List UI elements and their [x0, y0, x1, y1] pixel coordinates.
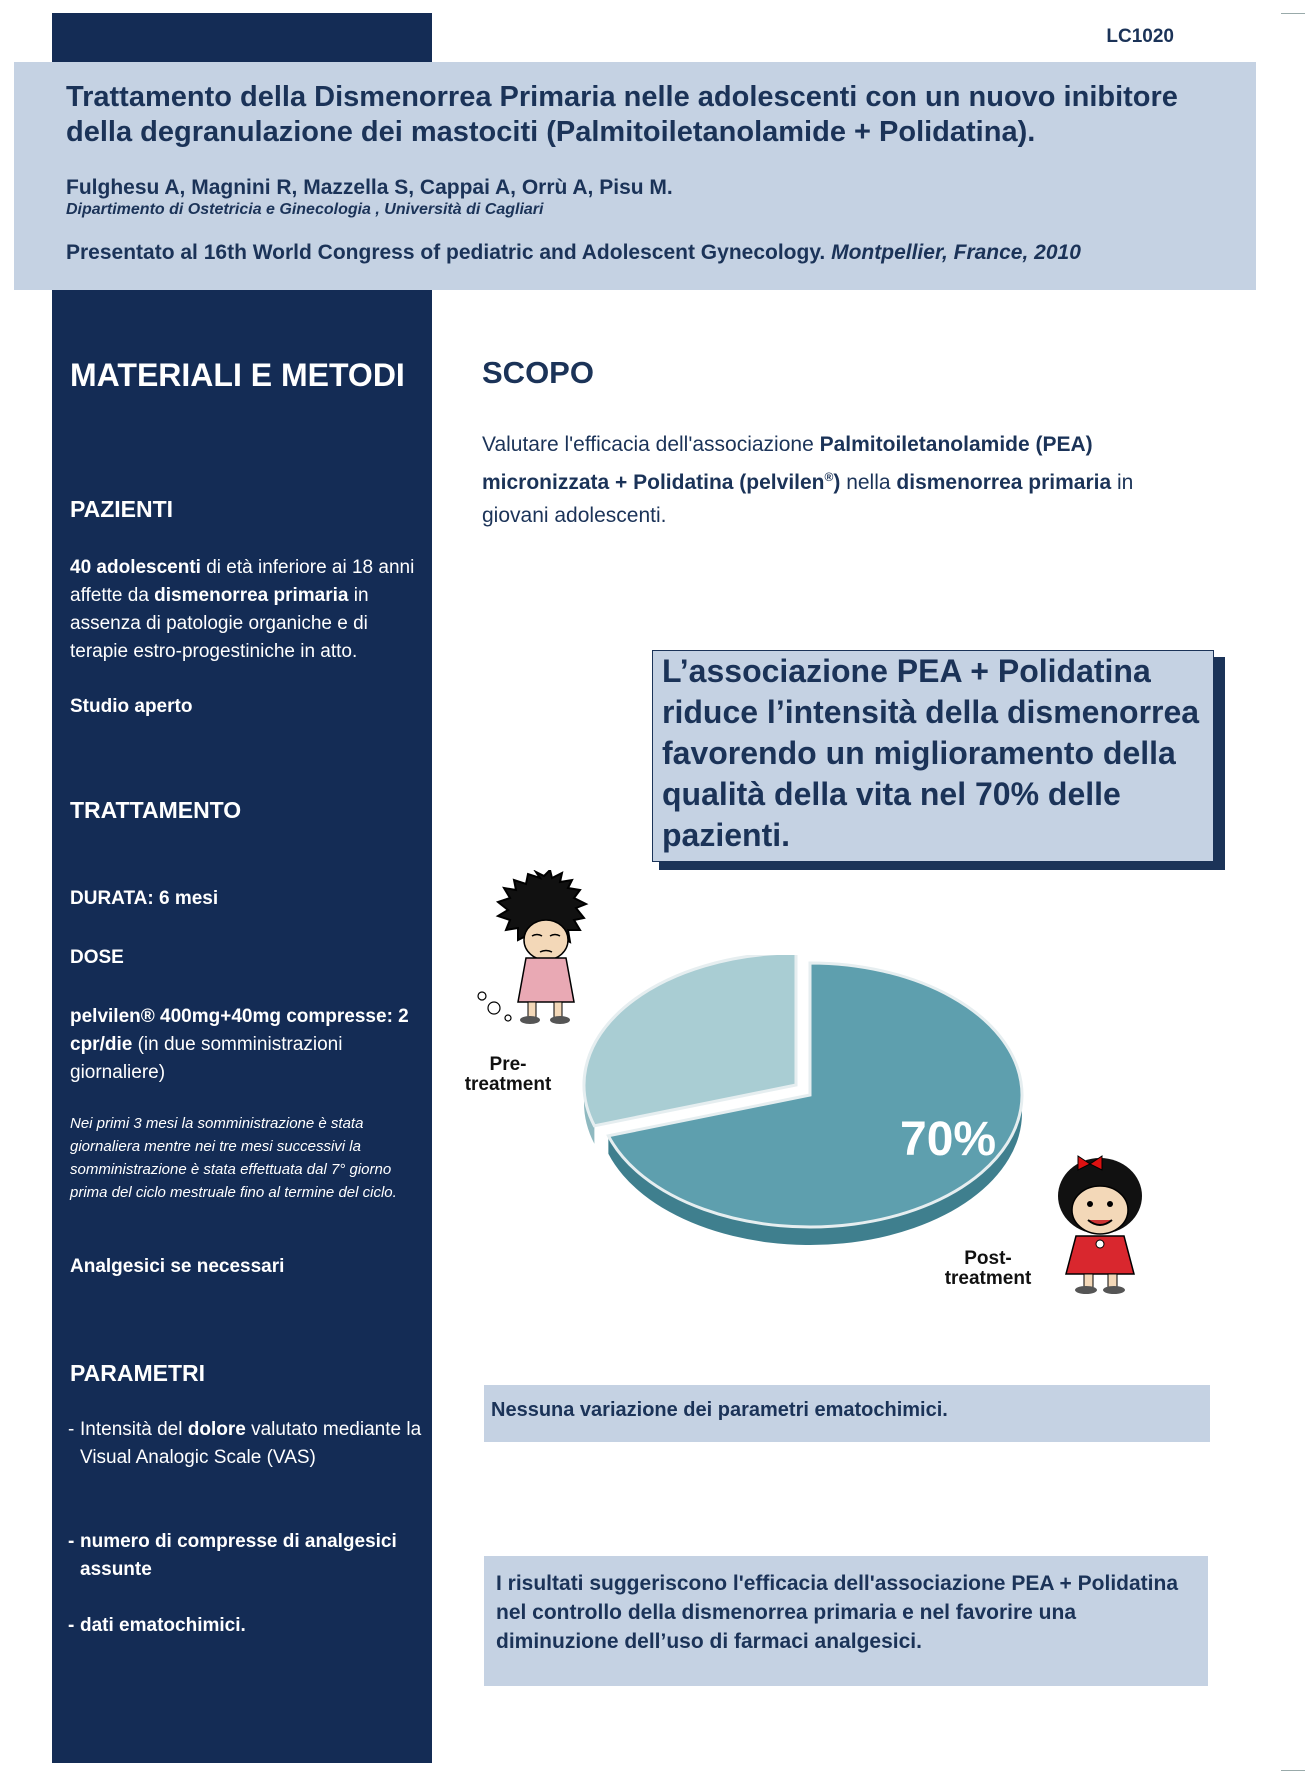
callout-text: L’associazione PEA + Polidatina riduce l’intensità della dismenorrea favorendo un miglioramento della qualità della vita nel 70% delle pazienti.: [662, 653, 1200, 853]
dose-heading: DOSE: [70, 947, 124, 968]
param1-post: valutato mediante la Visual Analogic Scale (VAS): [80, 1419, 422, 1468]
dose-text: [70, 1003, 430, 1087]
trattamento-heading: TRATTAMENTO: [70, 797, 242, 823]
poster-code: LC1020: [1106, 26, 1174, 47]
parametri-heading: PARAMETRI: [70, 1360, 206, 1386]
pazienti-heading: PAZIENTI: [70, 496, 174, 522]
durata: DURATA: 6 mesi: [70, 888, 219, 909]
pie-value-label: 70%: [900, 1113, 997, 1166]
pie-slice-pre: [584, 955, 796, 1126]
pazienti-text-1: di età inferiore ai 18 anni affette da: [70, 557, 415, 606]
result-parametri-text: Nessuna variazione dei parametri ematochimici.: [491, 1399, 948, 1421]
happy-girl-illustration: [1040, 1148, 1160, 1298]
scopo-heading: SCOPO: [482, 355, 594, 390]
presented-location: Montpellier, France, 2010: [831, 241, 1081, 264]
poster-title: Trattamento della Dismenorrea Primaria nelle adolescenti con un nuovo inibitore della degranulazione dei mastociti (Palmitoiletanolamide + Polidatina).: [66, 81, 1178, 148]
scopo-b2: dismenorrea primaria: [896, 471, 1112, 494]
pazienti-condition: dismenorrea primaria: [154, 585, 349, 606]
presented-prefix: Presentato al 16th World Congress of pediatric and Adolescent Gynecology.: [66, 241, 832, 264]
conclusion-text: I risultati suggeriscono l'efficacia dell'associazione PEA + Polidatina nel controllo della dismenorrea primaria e nel favorire una diminuzione dell’uso di farmaci analgesici.: [496, 1572, 1178, 1653]
param1-pre: Intensità del: [80, 1419, 188, 1440]
param2-text: numero di compresse di analgesici assunte: [80, 1531, 397, 1580]
dose-product: pelvilen® 400mg+40mg compresse: 2 cpr/die: [70, 1006, 409, 1055]
studio-type: Studio aperto: [70, 696, 193, 717]
post-treatment-label: Post-treatment: [944, 1248, 1032, 1289]
scopo-t2: nella: [840, 471, 897, 494]
presented-line: [66, 241, 1081, 265]
authors: Fulghesu A, Magnini R, Mazzella S, Cappai A, Orrù A, Pisu M.: [66, 176, 673, 199]
scopo-t3: in giovani adolescenti.: [482, 471, 1134, 527]
scopo-text: [482, 428, 1202, 532]
pazienti-text-2: in assenza di patologie organiche e di terapie estro-progestiniche in atto.: [70, 585, 369, 662]
treatment-pie-chart: [560, 955, 1060, 1273]
scopo-sup: ®: [824, 470, 834, 484]
dose-note: (in due somministrazioni giornaliere): [70, 1034, 343, 1083]
pie-slices: [584, 955, 1022, 1245]
pazienti-count: 40 adolescenti: [70, 557, 201, 578]
scopo-b1-close: ): [833, 471, 841, 494]
pre-treatment-label: Pre-treatment: [464, 1054, 552, 1095]
parametri-item: - numero di compresse di analgesici assunte: [68, 1528, 428, 1584]
parametri-item: - Intensità del dolore valutato mediante la Visual Analogic Scale (VAS): [68, 1419, 422, 1468]
param3-text: dati ematochimici.: [80, 1615, 246, 1636]
scopo-t1: Valutare l'efficacia dell'associazione: [482, 433, 820, 456]
scopo-b1: Palmitoiletanolamide (PEA) micronizzata + Polidatina (pelvilen: [482, 433, 1093, 494]
pazienti-text: [70, 554, 430, 666]
materiali-metodi-title: MATERIALI E METODI: [70, 357, 405, 393]
crop-mark: [1281, 1770, 1305, 1771]
crop-mark: [1281, 13, 1305, 14]
affiliation: Dipartimento di Ostetricia e Ginecologia , Università di Cagliari: [66, 201, 544, 218]
parametri-item: - dati ematochimici.: [68, 1612, 428, 1640]
param1-bold: dolore: [187, 1419, 246, 1440]
analgesici: Analgesici se necessari: [70, 1256, 285, 1277]
dosing-note: Nei primi 3 mesi la somministrazione è stata giornaliera mentre nei tre mesi successivi la somministrazione è stata effettuata dal 7° giorno prima del ciclo mestruale fino al termine del ciclo.: [70, 1115, 397, 1201]
